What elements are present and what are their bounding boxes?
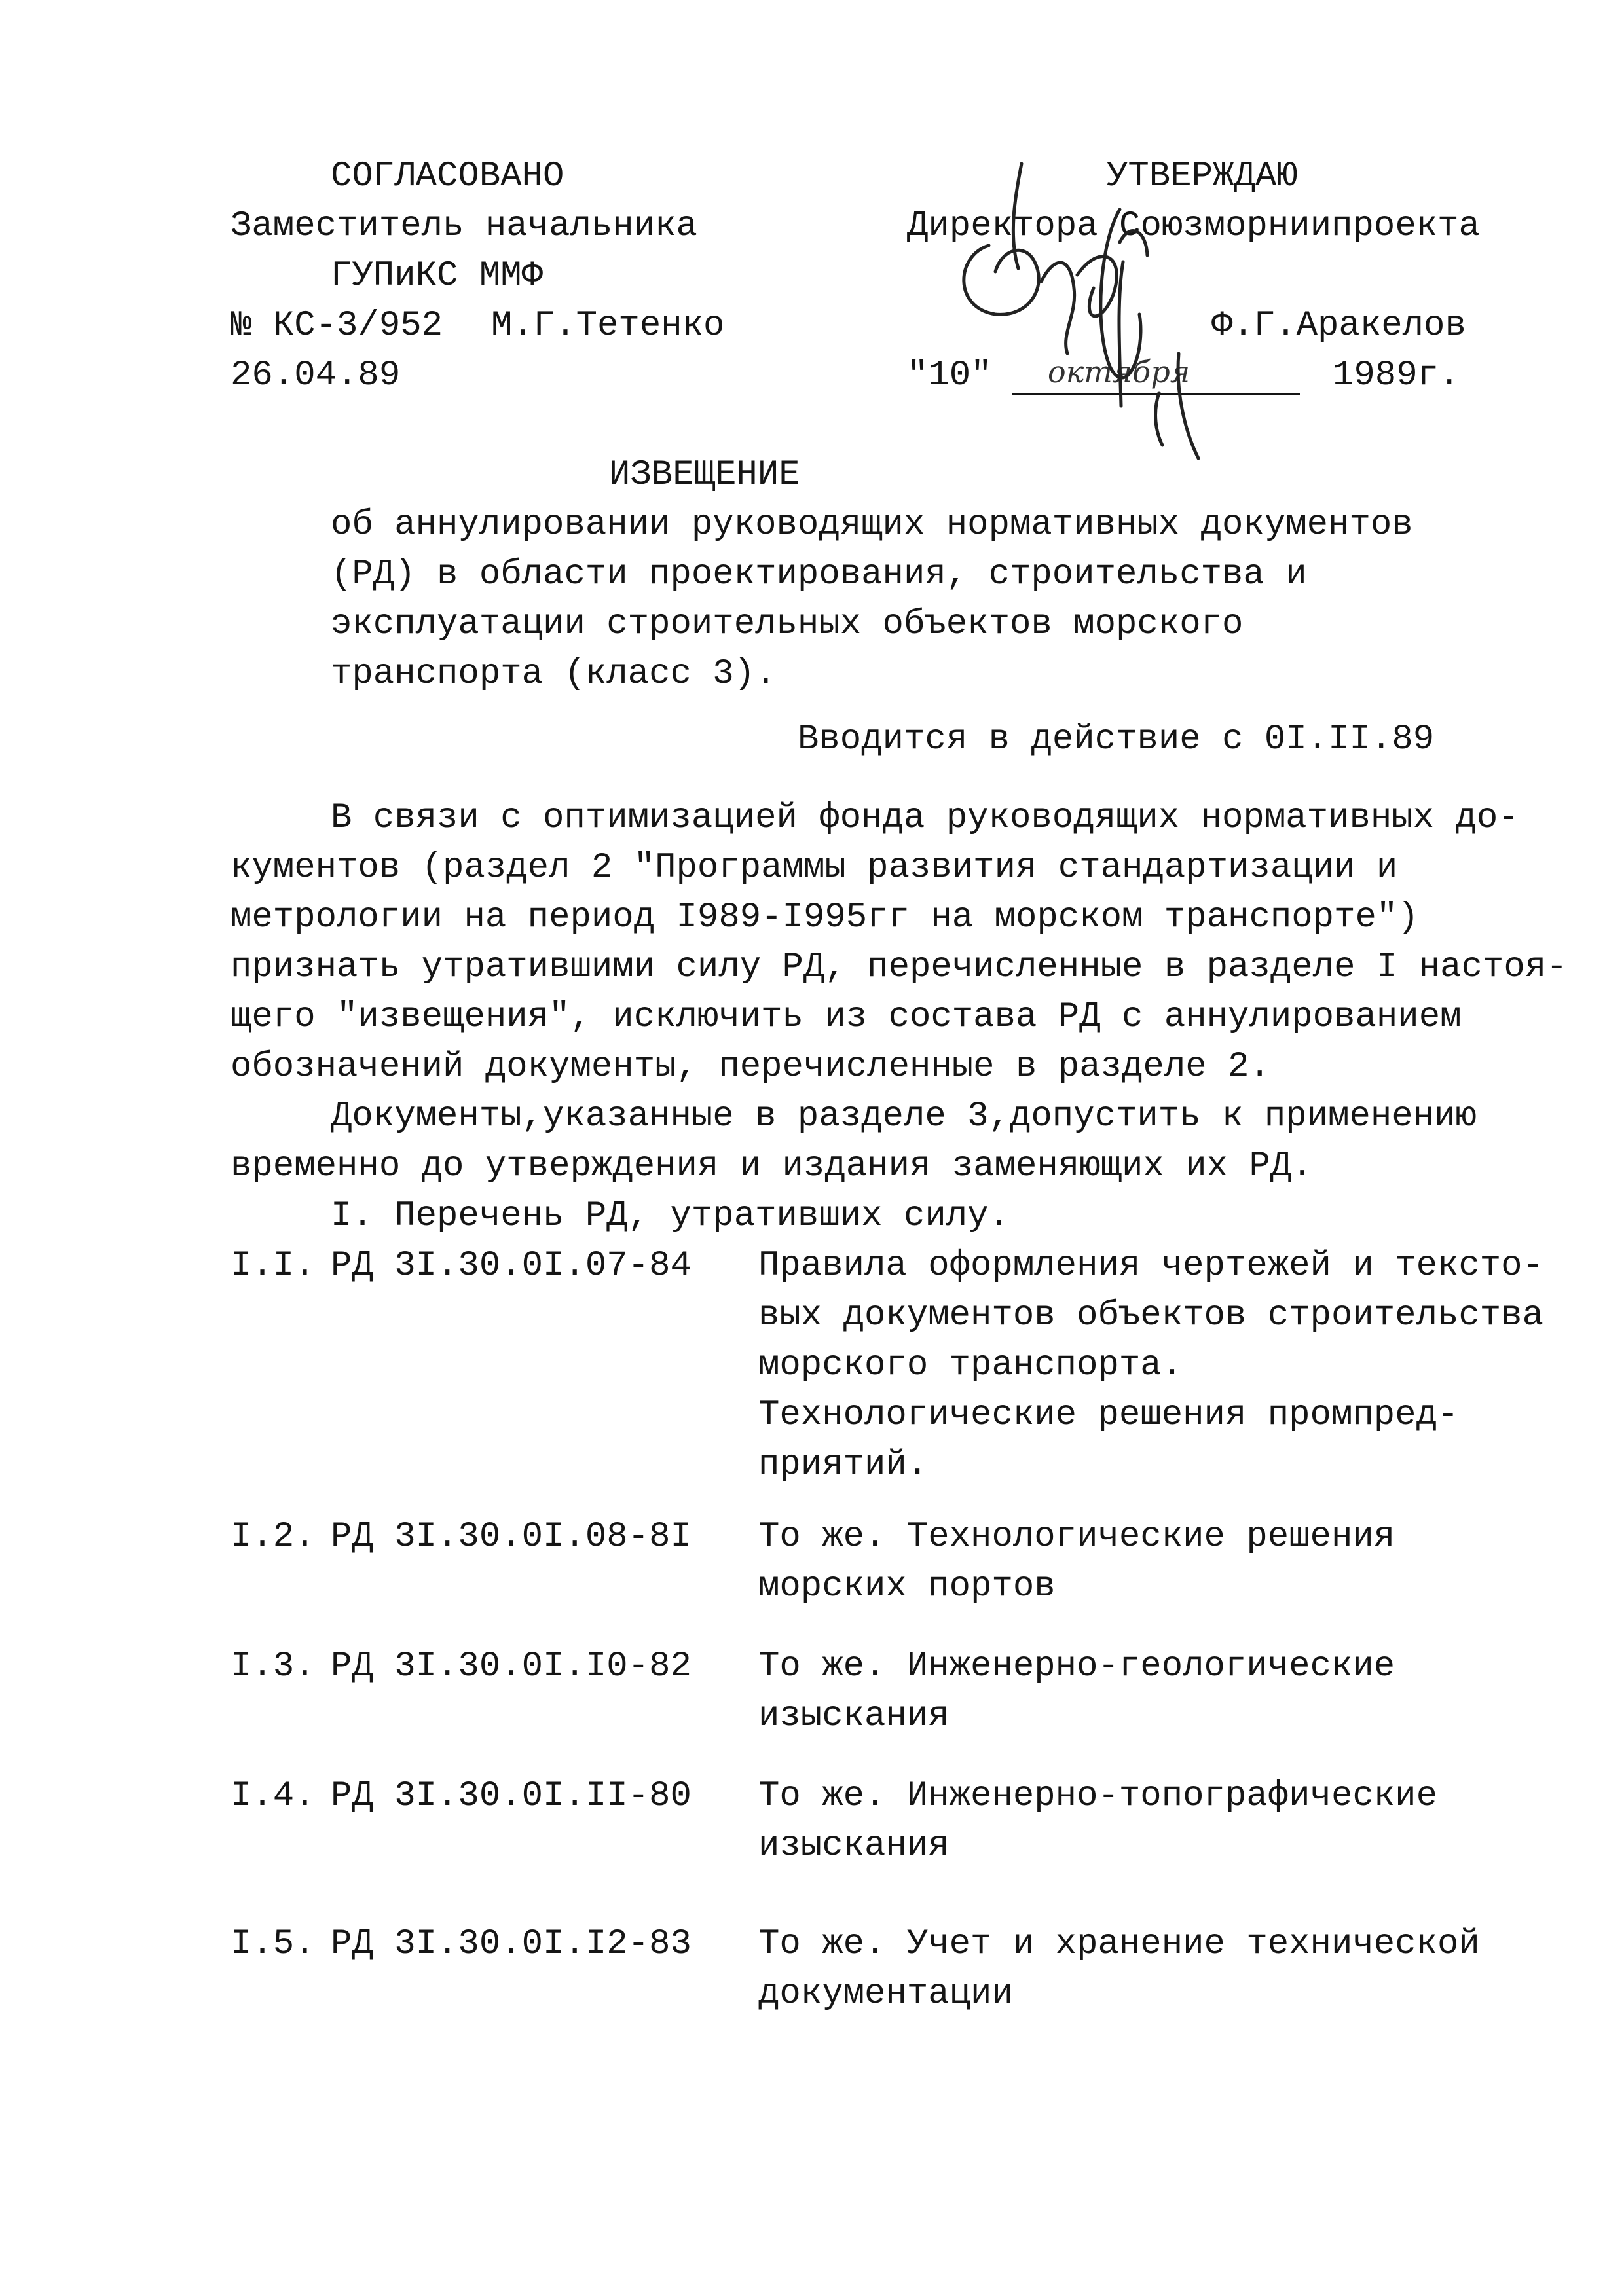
- body-line-7: Документы,указанные в разделе 3,допустить к применению: [331, 1097, 1477, 1137]
- item-code: РД 3I.30.0I.II-80: [331, 1776, 692, 1816]
- item-description-line: То же. Учет и хранение технической: [758, 1924, 1480, 1964]
- notice-title: ИЗВЕЩЕНИЕ: [609, 455, 800, 495]
- approved-heading: УТВЕРЖДАЮ: [1107, 156, 1298, 196]
- agreed-heading: СОГЛАСОВАНО: [331, 156, 564, 196]
- item-description-line: То же. Инженерно-топографические: [758, 1776, 1437, 1816]
- approved-position: Директора Союзморниипроекта: [907, 206, 1480, 246]
- item-description-line: То же. Технологические решения: [758, 1517, 1395, 1557]
- notice-subtitle-line-3: эксплуатации строительных объектов морского: [331, 604, 1244, 644]
- item-code: РД 3I.30.0I.I2-83: [331, 1924, 692, 1964]
- item-code: РД 3I.30.0I.08-8I: [331, 1517, 692, 1557]
- approved-date-year: 1989г.: [1333, 355, 1460, 395]
- item-code: РД 3I.30.0I.07-84: [331, 1246, 692, 1286]
- item-description-line: вых документов объектов строительства: [758, 1296, 1543, 1336]
- item-number: I.4.: [231, 1776, 316, 1816]
- notice-subtitle-line-2: (РД) в области проектирования, строительства и: [331, 555, 1307, 594]
- item-description-line: Правила оформления чертежей и тексто-: [758, 1246, 1543, 1286]
- agreed-signatory-name: М.Г.Тетенко: [491, 306, 725, 346]
- body-line-8: временно до утверждения и издания заменяющих их РД.: [231, 1146, 1313, 1186]
- item-number: I.5.: [231, 1924, 316, 1964]
- section-1-heading: I. Перечень РД, утративших силу.: [331, 1196, 1010, 1236]
- agreed-reference-number: № КС-3/952: [231, 306, 443, 346]
- agreed-organization: ГУПиКС ММФ: [331, 256, 544, 296]
- item-description-line: приятий.: [758, 1445, 929, 1485]
- item-description-line: То же. Инженерно-геологические: [758, 1647, 1395, 1686]
- item-description-line: Технологические решения промпред-: [758, 1395, 1459, 1435]
- agreed-position: Заместитель начальника: [231, 206, 697, 246]
- body-line-3: метрологии на период I989-I995гг на морском транспорте"): [231, 898, 1419, 938]
- item-description-line: морского транспорта.: [758, 1345, 1183, 1385]
- body-line-5: щего "извещения", исключить из состава РД с аннулированием: [231, 997, 1462, 1037]
- item-number: I.I.: [231, 1246, 316, 1286]
- item-description-line: документации: [758, 1974, 1013, 2014]
- approved-signatory-name: Ф.Г.Аракелов: [1211, 306, 1466, 346]
- approved-date-month: октября: [1048, 354, 1190, 390]
- body-line-2: кументов (раздел 2 "Программы развития стандартизации и: [231, 848, 1398, 888]
- item-description-line: морских портов: [758, 1567, 1056, 1607]
- notice-subtitle-line-1: об аннулировании руководящих нормативных документов: [331, 505, 1413, 545]
- approved-date-day: "10": [907, 355, 992, 395]
- notice-subtitle-line-4: транспорта (класс 3).: [331, 654, 777, 694]
- body-line-4: признать утратившими силу РД, перечисленные в разделе I настоя-: [231, 947, 1568, 987]
- body-line-1: В связи с оптимизацией фонда руководящих нормативных до-: [331, 798, 1519, 838]
- agreed-date: 26.04.89: [231, 355, 401, 395]
- effective-date-line: Вводится в действие с 0I.II.89: [798, 720, 1435, 759]
- item-description-line: изыскания: [758, 1696, 950, 1736]
- item-number: I.2.: [231, 1517, 316, 1557]
- handwritten-signature: [904, 157, 1270, 465]
- item-number: I.3.: [231, 1647, 316, 1686]
- item-description-line: изыскания: [758, 1826, 950, 1866]
- body-line-6: обозначений документы, перечисленные в разделе 2.: [231, 1047, 1270, 1087]
- item-code: РД 3I.30.0I.I0-82: [331, 1647, 692, 1686]
